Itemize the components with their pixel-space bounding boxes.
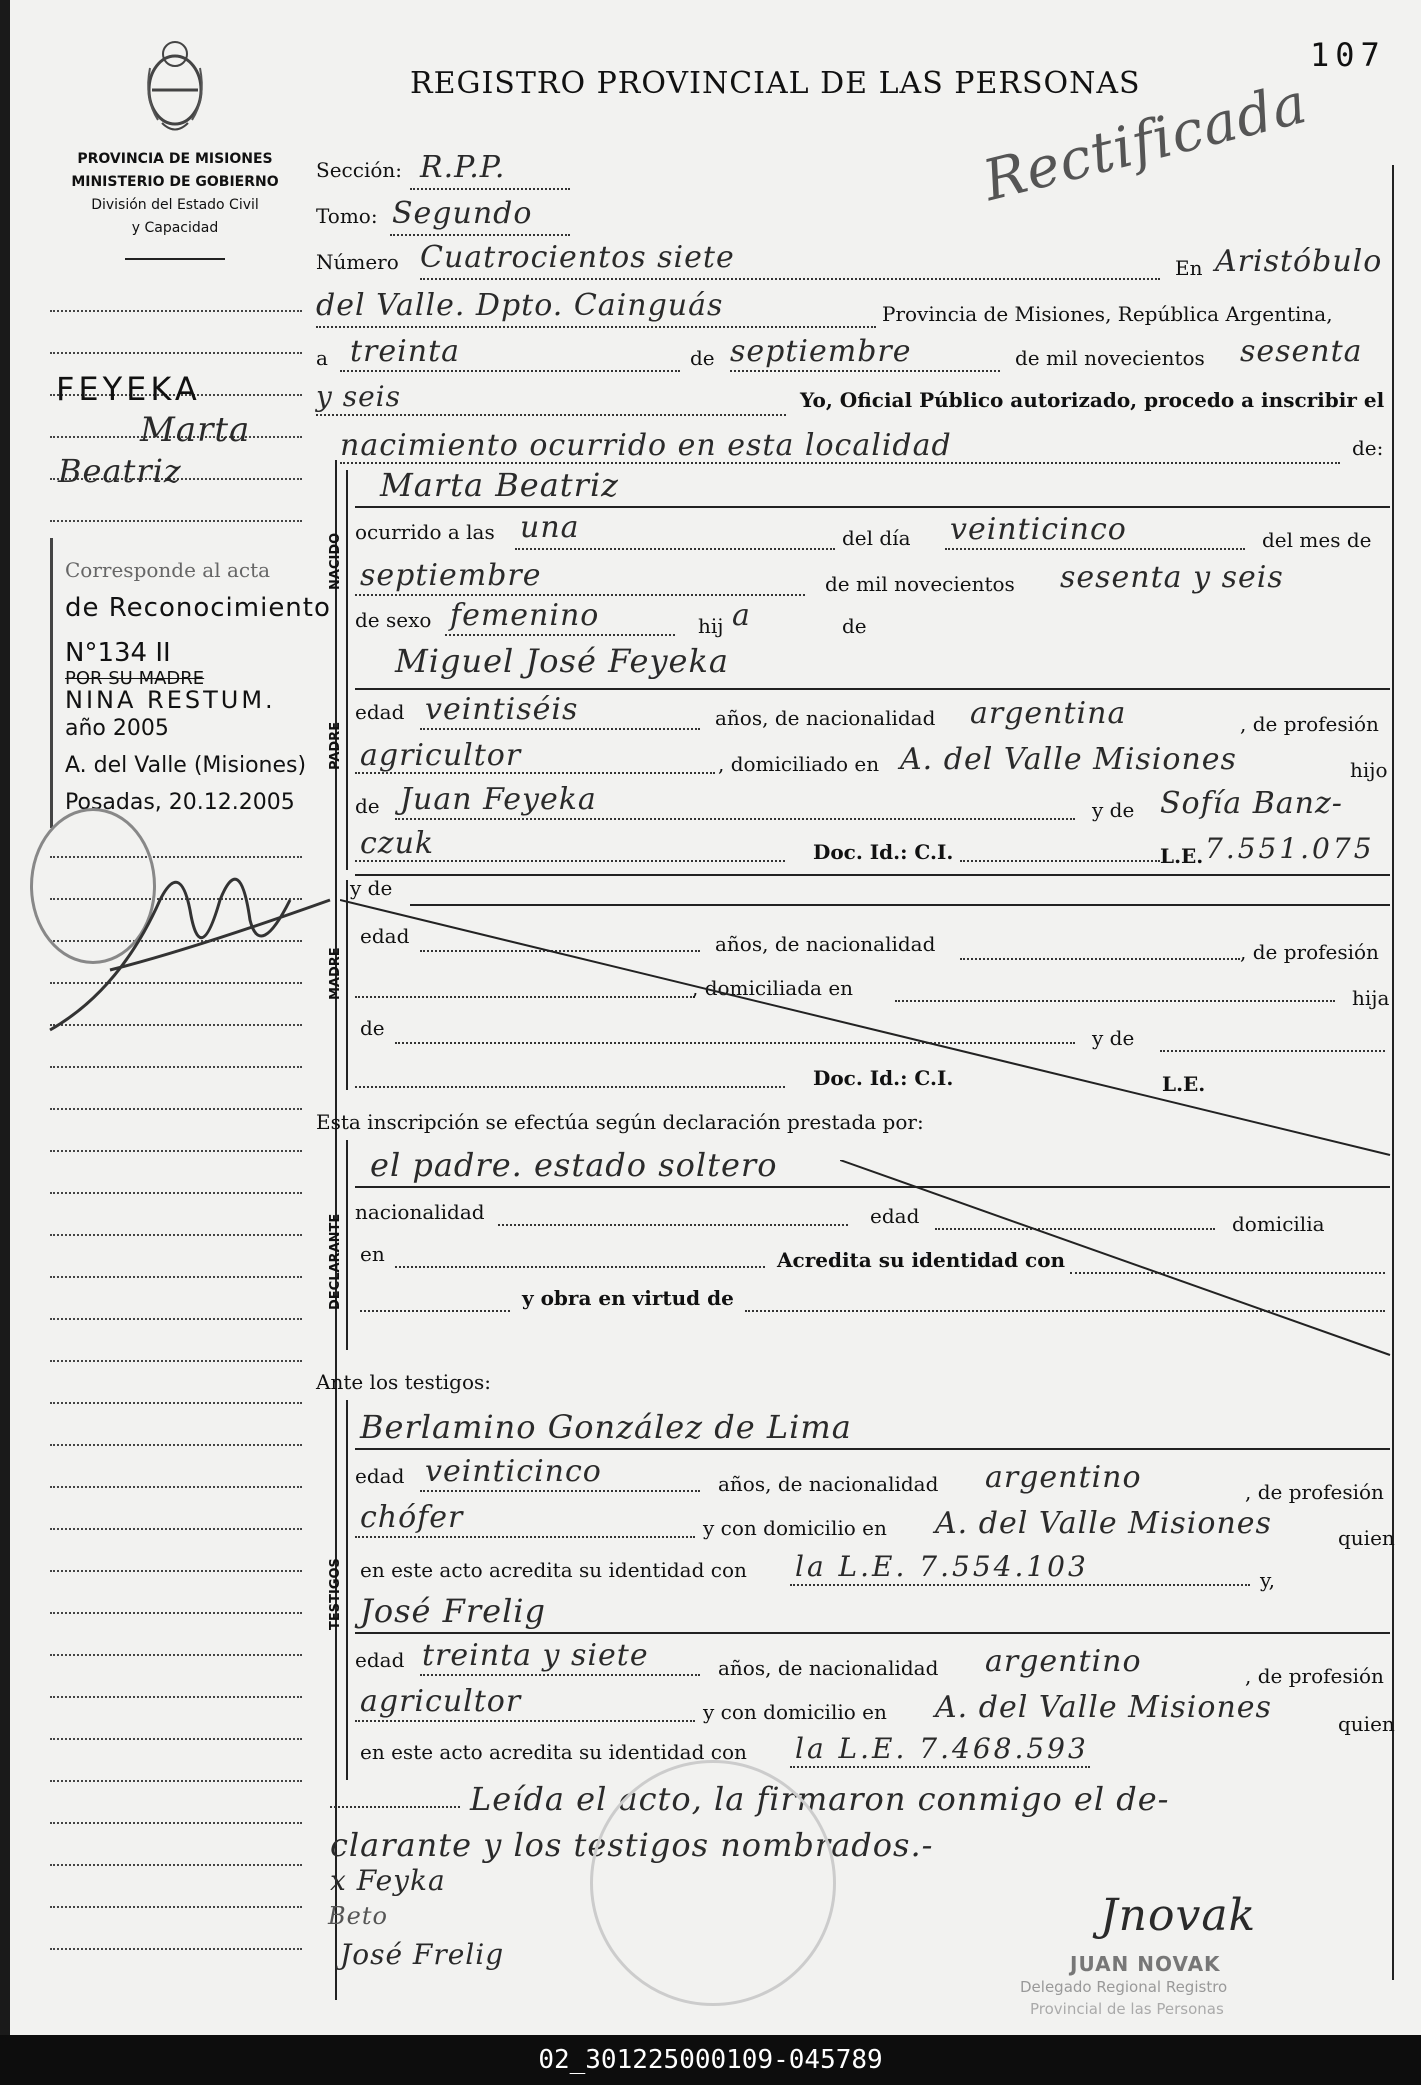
padre-hijo-label: hijo: [1350, 758, 1388, 782]
division-name: División del Estado Civil: [91, 197, 259, 213]
official-round-seal: [590, 1760, 836, 2006]
margin-ruled-line: [50, 1948, 302, 1950]
nacido-de-label: de: [842, 614, 867, 638]
event-dots: [340, 462, 1340, 464]
padre-bottom-rule: [355, 874, 1390, 876]
margin-ruled-line: [50, 1738, 302, 1740]
year-value-a: sesenta: [1240, 334, 1363, 369]
margin-signature: [40, 840, 340, 1044]
margin-ruled-line: [50, 1360, 302, 1362]
testigo2-nac-label: años, de nacionalidad: [718, 1656, 939, 1680]
madre-doc-label: Doc. Id.: C.I.: [813, 1066, 954, 1090]
testigo1-edad-label: edad: [355, 1464, 405, 1488]
hij-suffix: a: [732, 598, 751, 633]
madre-de-label: de: [360, 1016, 385, 1040]
padre-edad-label: edad: [355, 700, 405, 724]
margin-ruled-line: [50, 1486, 302, 1488]
annotation-line-3: N°134 II: [65, 638, 171, 668]
padre-edad-dots: [420, 728, 700, 730]
year-value-b: y seis: [316, 380, 401, 413]
testigo2-dom-value: A. del Valle Misiones: [935, 1690, 1272, 1725]
place-dots: [316, 326, 876, 328]
day-dots: [340, 370, 680, 372]
testigo1-doc-value: la L.E. 7.554.103: [795, 1550, 1089, 1583]
annotation-line-4: POR SU MADRE: [65, 668, 205, 689]
section-label-declarante: DECLARANTE: [328, 1213, 343, 1310]
padre-nac-label: años, de nacionalidad: [715, 706, 936, 730]
padre-domicilio-value: A. del Valle Misiones: [900, 742, 1237, 777]
margin-second-name: Beatriz: [58, 452, 182, 490]
testigo2-edad-dots: [420, 1674, 700, 1676]
nacido-side-rule: [346, 470, 348, 660]
event-value: nacimiento ocurrido en esta localidad: [340, 428, 952, 463]
padre-profesion-value: agricultor: [360, 738, 522, 773]
margin-ruled-line: [50, 1402, 302, 1404]
witness1-signature: Beto: [328, 1902, 388, 1930]
hij-label: hij: [698, 614, 724, 638]
testigo1-edad-dots: [420, 1490, 700, 1492]
testigo2-edad-value: treinta y siete: [422, 1638, 649, 1673]
dia-dots: [945, 548, 1245, 550]
madre-nac-label: años, de nacionalidad: [715, 932, 936, 956]
declarante-signature: x Feyka: [330, 1864, 446, 1897]
document-title: REGISTRO PROVINCIAL DE LAS PERSONAS: [410, 66, 1141, 101]
testigo1-acredita-label: en este acto acredita su identidad con: [360, 1558, 747, 1582]
annotation-line-6: año 2005: [65, 716, 169, 741]
month-dots: [730, 370, 1000, 372]
section-label-madre: MADRE: [328, 947, 343, 1000]
tomo-dots: [390, 234, 570, 236]
seccion-dots: [410, 188, 570, 190]
closing-line-1: Leída el acto, la firmaron conmigo el de-: [470, 1780, 1170, 1818]
province-name: PROVINCIA DE MISIONES: [77, 151, 273, 167]
margin-first-name: Marta: [140, 410, 251, 450]
madre-le-label: L.E.: [1162, 1072, 1206, 1096]
testigo2-prof-label: , de profesión: [1245, 1664, 1384, 1688]
month-value: septiembre: [730, 334, 912, 369]
numero-value: Cuatrocientos siete: [420, 240, 735, 275]
madre-edad-label: edad: [360, 924, 410, 948]
official-title-1: Delegado Regional Registro: [1020, 1978, 1228, 1996]
padre-y-de-label: y de: [1092, 798, 1135, 822]
padre-ci-dots: [960, 860, 1160, 862]
margin-ruled-line: [50, 310, 302, 312]
margin-annotation-stamp: [50, 538, 331, 828]
en-label: En: [1175, 256, 1203, 280]
rectificada-stamp: Rectificada: [977, 70, 1314, 215]
tomo-label: Tomo:: [316, 204, 378, 228]
declarante-value: el padre. estado soltero: [370, 1146, 778, 1184]
declarante-edad-label: edad: [870, 1204, 920, 1228]
margin-surname: FEYEKA: [56, 370, 201, 408]
padre-de-dots: [395, 818, 1075, 820]
sexo-dots: [445, 634, 675, 636]
section-label-nacido: NACIDO: [328, 532, 343, 590]
margin-ruled-line: [50, 1318, 302, 1320]
page-number: 107: [1310, 36, 1386, 74]
official-title-2: Provincial de las Personas: [1030, 2000, 1224, 2018]
oficial-text: Yo, Oficial Público autorizado, procedo a inscribir el: [800, 388, 1385, 412]
declarante-strike-line: [840, 1160, 1400, 1364]
declarante-en-label: en: [360, 1242, 385, 1266]
padre-de-label: de: [355, 794, 380, 818]
capacity-name: y Capacidad: [131, 220, 219, 236]
declarante-side-rule: [346, 1140, 348, 1350]
testigo2-prof-value: agricultor: [360, 1684, 522, 1719]
seccion-value: R.P.P.: [420, 150, 506, 185]
padre-doc-label: Doc. Id.: C.I.: [813, 840, 954, 864]
padre-de-value: Juan Feyeka: [400, 782, 597, 817]
tomo-value: Segundo: [392, 196, 533, 231]
seccion-label: Sección:: [316, 158, 402, 182]
testigo2-edad-label: edad: [355, 1648, 405, 1672]
margin-ruled-line: [50, 1192, 302, 1194]
official-signature: Jnovak: [1100, 1890, 1257, 1941]
annotation-line-2: de Reconocimiento: [65, 593, 331, 623]
day-value: treinta: [350, 334, 461, 369]
margin-ruled-line: [50, 1234, 302, 1236]
margin-ruled-line: [50, 1822, 302, 1824]
padre-edad-value: veintiséis: [425, 692, 579, 727]
sexo-value: femenino: [450, 598, 600, 633]
year-dots: [316, 414, 786, 416]
ocurrido-label: ocurrido a las: [355, 520, 495, 544]
testigo2-doc-dots: [790, 1766, 1090, 1768]
testigos-side-rule: [346, 1400, 348, 1780]
nacido-name-rule: [355, 506, 1390, 508]
margin-ruled-line: [50, 1276, 302, 1278]
padre-prof-dots: [355, 772, 715, 774]
testigo2-dom-label: y con domicilio en: [703, 1700, 887, 1724]
place-continuation: del Valle. Dpto. Cainguás: [316, 288, 724, 323]
header-divider: [125, 258, 225, 260]
testigo1-name-rule: [355, 1448, 1390, 1450]
declarante-nac-dots: [498, 1224, 848, 1226]
margin-ruled-line: [50, 520, 302, 522]
margin-ruled-line: [50, 352, 302, 354]
margin-ruled-line: [50, 1528, 302, 1530]
witness2-signature: José Frelig: [340, 1938, 505, 1971]
testigo2-doc-value: la L.E. 7.468.593: [795, 1732, 1089, 1765]
padre-nacionalidad-value: argentina: [970, 696, 1127, 731]
del-mes-label: del mes de: [1262, 528, 1372, 552]
testigo2-acredita-label: en este acto acredita su identidad con: [360, 1740, 747, 1764]
numero-label: Número: [316, 250, 399, 274]
margin-ruled-line: [50, 1570, 302, 1572]
margin-ruled-line: [50, 1906, 302, 1908]
nacido-mil-label: de mil novecientos: [825, 572, 1015, 596]
testigo2-name-rule: [355, 1632, 1390, 1634]
testigo1-name-value: Berlamino González de Lima: [360, 1408, 852, 1446]
margin-ruled-line: [50, 1696, 302, 1698]
declarante-virtud-pre-dots: [360, 1310, 510, 1312]
a-label: a: [316, 346, 328, 370]
provincia-text: Provincia de Misiones, República Argentina,: [882, 302, 1333, 326]
margin-ruled-line: [50, 1864, 302, 1866]
sexo-label: de sexo: [355, 608, 432, 632]
document-page: [10, 0, 1421, 2035]
margin-ruled-line: [50, 1066, 302, 1068]
testigo2-quien-label: quien: [1338, 1712, 1395, 1736]
en-place-value: Aristóbulo: [1215, 244, 1383, 279]
margin-ruled-line: [50, 1150, 302, 1152]
closing-lead-dots: [330, 1806, 460, 1808]
testigo1-dom-value: A. del Valle Misiones: [935, 1506, 1272, 1541]
testigo1-dom-label: y con domicilio en: [703, 1516, 887, 1540]
province-header: [50, 148, 300, 240]
madre-y-de2-label: y de: [1092, 1026, 1135, 1050]
numero-dots: [420, 278, 1160, 280]
margin-ruled-line: [50, 1654, 302, 1656]
de-colon-label: de:: [1352, 436, 1384, 460]
declarante-dom-label: domicilia: [1232, 1212, 1325, 1236]
padre-dom-label: , domiciliado en: [718, 752, 880, 776]
margin-ruled-line: [50, 1444, 302, 1446]
madre-prof-label: , de profesión: [1240, 940, 1379, 964]
de-label: de: [690, 346, 715, 370]
testigo1-prof-label: , de profesión: [1245, 1480, 1384, 1504]
testigo2-nac-value: argentino: [985, 1644, 1142, 1679]
dia-value: veinticinco: [950, 512, 1127, 547]
nacido-name-value: Marta Beatriz: [380, 466, 620, 504]
section-label-padre: PADRE: [328, 721, 343, 770]
testigo2-prof-dots: [355, 1720, 695, 1722]
padre-side-rule: [346, 660, 348, 870]
annotation-line-1: Corresponde al acta: [65, 558, 271, 582]
declarante-acredita-label: Acredita su identidad con: [777, 1248, 1066, 1272]
closing-line-2: clarante y los testigos nombrados.-: [330, 1826, 934, 1864]
testigo1-edad-value: veinticinco: [425, 1454, 602, 1489]
annotation-line-8: Posadas, 20.12.2005: [65, 790, 295, 815]
testigo1-doc-dots: [790, 1584, 1250, 1586]
testigo1-y-label: y,: [1260, 1568, 1275, 1592]
testigo1-nac-label: años, de nacionalidad: [718, 1472, 939, 1496]
madre-y-de-label: y de: [350, 876, 393, 900]
padre-madre-de-cont: czuk: [360, 826, 435, 861]
madre-hija-label: hija: [1352, 986, 1390, 1010]
scan-file-id: 02_301225000109-045789: [0, 2035, 1421, 2085]
section-label-testigos: TESTIGOS: [328, 1558, 343, 1630]
testigo2-name-value: José Frelig: [360, 1592, 547, 1630]
coat-of-arms-icon: [140, 28, 210, 142]
margin-ruled-line: [50, 1108, 302, 1110]
madre-dom-label: , domiciliada en: [692, 976, 854, 1000]
annotation-line-7: A. del Valle (Misiones): [65, 753, 307, 778]
testigo1-quien-label: quien: [1338, 1526, 1395, 1550]
testigo1-nac-value: argentino: [985, 1460, 1142, 1495]
declarante-intro: Esta inscripción se efectúa según declaración prestada por:: [316, 1110, 924, 1134]
padre-cont-dots: [355, 860, 785, 862]
mes-dots: [355, 594, 805, 596]
padre-le-label: L.E.: [1160, 844, 1204, 868]
annotation-line-5: NINA RESTUM.: [65, 686, 276, 714]
testigos-intro: Ante los testigos:: [316, 1370, 492, 1394]
hora-value: una: [520, 510, 580, 545]
ministry-name: MINISTERIO DE GOBIERNO: [71, 174, 279, 190]
declarante-en-dots: [395, 1266, 765, 1268]
del-dia-label: del día: [842, 526, 911, 550]
anio-value: sesenta y seis: [1060, 560, 1284, 595]
testigo1-prof-dots: [355, 1536, 695, 1538]
declarante-virtud-label: y obra en virtud de: [522, 1286, 734, 1310]
mil-novecientos-label: de mil novecientos: [1015, 346, 1205, 370]
official-name: JUAN NOVAK: [1070, 1952, 1221, 1976]
margin-ruled-line: [50, 1612, 302, 1614]
mes-value: septiembre: [360, 558, 542, 593]
declarante-nac-label: nacionalidad: [355, 1200, 485, 1224]
testigo1-prof-value: chófer: [360, 1500, 464, 1535]
hora-dots: [515, 548, 835, 550]
padre-le-value: 7.551.075: [1205, 832, 1375, 865]
margin-ruled-line: [50, 1780, 302, 1782]
padre-prof-label: , de profesión: [1240, 712, 1379, 736]
padre-name-rule: [355, 688, 1390, 690]
padre-name-value: Miguel José Feyeka: [395, 642, 729, 680]
padre-madre-de-value: Sofía Banz-: [1160, 786, 1343, 821]
